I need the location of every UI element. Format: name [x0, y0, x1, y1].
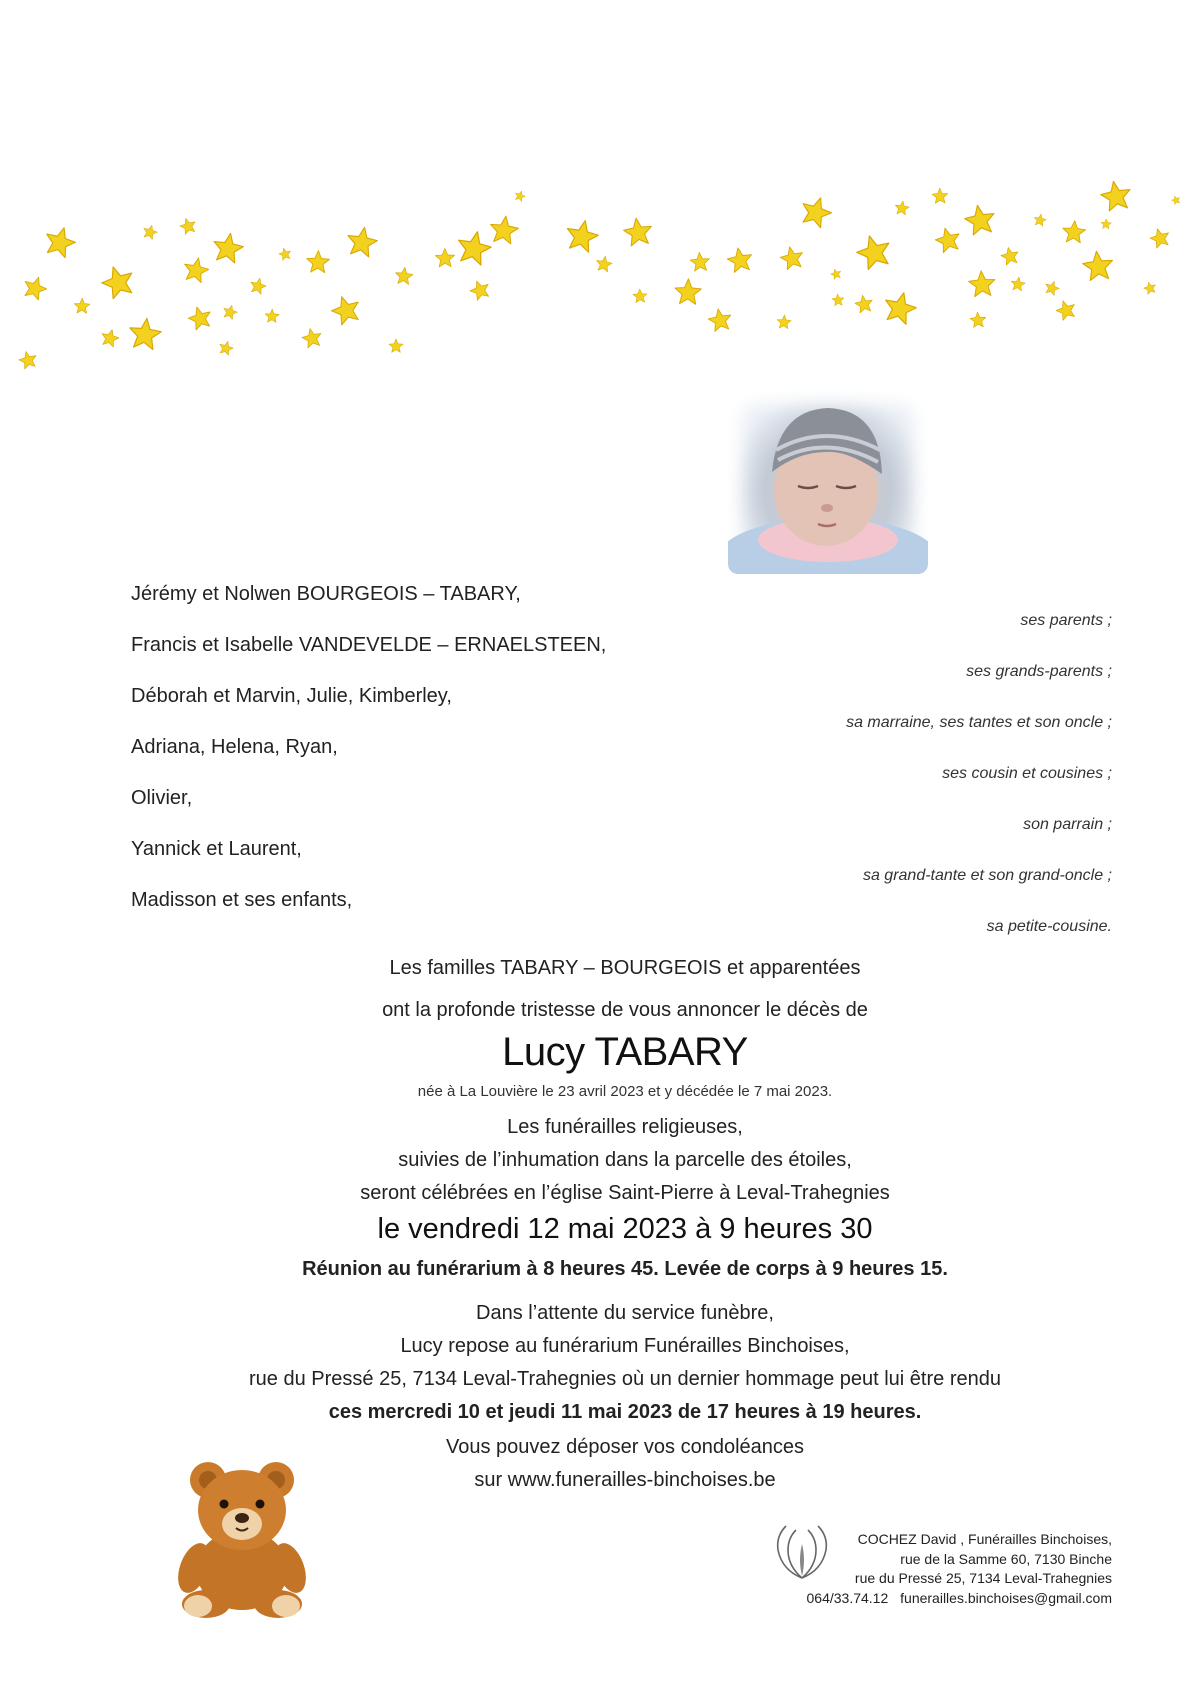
family-relation-5: son parrain ; [1023, 816, 1112, 833]
condolences-line-1: Vous pouvez déposer vos condoléances [445, 1436, 805, 1458]
star-icon [829, 267, 844, 282]
family-name-7: Madisson et ses enfants, [131, 889, 353, 911]
funeral-home-line-1: COCHEZ David , Funérailles Binchoises, [857, 1531, 1112, 1547]
funeral-line-2: suivies de l’inhumation dans la parcelle des étoiles, [398, 1149, 852, 1171]
star-icon [1096, 176, 1135, 215]
star-icon [277, 246, 294, 263]
family-relation-4: ses cousin et cousines ; [942, 765, 1112, 782]
star-icon [931, 223, 965, 257]
funeral-home-email: funerailles.binchoises@gmail.com [900, 1590, 1112, 1606]
star-icon [1042, 278, 1062, 298]
star-icon [688, 250, 711, 273]
star-icon [98, 326, 122, 350]
star-icon [1141, 279, 1158, 296]
funeral-home-phone: 064/33.74.12 [806, 1590, 889, 1606]
star-icon [393, 265, 415, 287]
star-icon [893, 199, 911, 217]
meeting-line: Réunion au funérarium à 8 heures 45. Levée de corps à 9 heures 15. [302, 1258, 948, 1280]
star-icon [960, 200, 999, 239]
funeral-date: le vendredi 12 mai 2023 à 9 heures 30 [377, 1213, 873, 1245]
star-icon [1100, 218, 1113, 231]
star-icon [1079, 247, 1116, 284]
star-icon [1146, 224, 1173, 251]
star-icon [16, 348, 40, 372]
star-icon [216, 338, 236, 358]
family-name-6: Yannick et Laurent, [131, 838, 302, 860]
star-icon [208, 228, 247, 267]
star-icon [140, 222, 160, 242]
family-name-2: Francis et Isabelle VANDEVELDE – ERNAELSTEEN, [131, 634, 607, 656]
star-icon [795, 191, 838, 234]
funeral-home-address [855, 1530, 1112, 1589]
star-icon [305, 249, 332, 276]
star-icon [672, 276, 703, 307]
star-icon [850, 228, 897, 275]
funeral-line-1: Les funérailles religieuses, [507, 1116, 743, 1138]
star-icon [179, 253, 212, 286]
family-name-3: Déborah et Marvin, Julie, Kimberley, [131, 685, 452, 707]
wake-line-1: Dans l’attente du service funèbre, [476, 1302, 774, 1324]
star-icon [486, 212, 522, 248]
star-icon [177, 215, 199, 237]
star-icon [342, 222, 381, 261]
star-icon [620, 214, 656, 250]
star-icon [1009, 275, 1027, 293]
visiting-hours: ces mercredi 10 et jeudi 11 mai 2023 de 17 heures à 19 heures. [328, 1401, 922, 1423]
star-icon [852, 292, 875, 315]
star-icon [968, 310, 987, 329]
wake-line-2: Lucy repose au funérarium Funérailles Binchoises, [400, 1335, 850, 1357]
family-name-1: Jérémy et Nolwen BOURGEOIS – TABARY, [131, 583, 521, 605]
star-icon [18, 271, 51, 304]
family-relation-7: sa petite-cousine. [986, 918, 1112, 935]
birth-death-dates: née à La Louvière le 23 avril 2023 et y décédée le 7 mai 2023. [417, 1083, 833, 1100]
star-icon [299, 325, 325, 351]
family-relation-3: sa marraine, ses tantes et son oncle ; [846, 714, 1112, 731]
star-icon [39, 221, 81, 263]
star-icon [594, 254, 615, 275]
star-icon [73, 297, 92, 316]
funeral-line-3: seront célébrées en l’église Saint-Pierre à Leval-Trahegnies [360, 1182, 890, 1204]
family-name-5: Olivier, [131, 787, 193, 809]
star-icon [220, 302, 240, 322]
star-icon [777, 243, 808, 274]
star-icon [561, 215, 604, 258]
star-icon [1170, 194, 1183, 207]
condolences-line-2: sur www.funerailles-binchoises.be [474, 1469, 776, 1491]
deceased-name: Lucy TABARY [502, 1030, 748, 1074]
family-relation-6: sa grand-tante et son grand-oncle ; [862, 867, 1112, 884]
star-icon [831, 293, 846, 308]
star-icon [388, 338, 404, 354]
star-icon [1060, 218, 1088, 246]
star-icon [931, 187, 950, 206]
family-relation-1: ses parents ; [1020, 612, 1112, 629]
star-icon [264, 308, 281, 325]
star-icon [1032, 212, 1048, 228]
star-icon [184, 302, 216, 334]
star-icon [724, 244, 756, 276]
star-icon [512, 188, 527, 203]
families-line: Les familles TABARY – BOURGEOIS et apparentées [389, 957, 861, 979]
star-icon [998, 244, 1022, 268]
star-icon [326, 290, 366, 330]
funeral-home-line-3: rue du Pressé 25, 7134 Leval-Trahegnies [854, 1570, 1112, 1586]
star-icon [966, 268, 998, 300]
star-icon [632, 288, 649, 305]
star-icon [705, 305, 735, 335]
star-icon [878, 286, 922, 330]
teddy-bear-image [168, 1458, 318, 1618]
intro-line: ont la profonde tristesse de vous annoncer le décès de [382, 999, 868, 1021]
wake-line-3: rue du Pressé 25, 7134 Leval-Trahegnies où un dernier hommage peut lui être rendu [249, 1368, 1001, 1390]
star-icon [95, 259, 140, 304]
family-name-4: Adriana, Helena, Ryan, [131, 736, 338, 758]
funeral-home-contact [799, 1590, 1113, 1606]
funeral-home-line-2: rue de la Samme 60, 7130 Binche [900, 1550, 1112, 1567]
star-icon [466, 276, 494, 304]
star-icon [247, 275, 269, 297]
funeral-home-logo [768, 1520, 836, 1584]
star-icon [775, 313, 792, 330]
family-relation-2: ses grands-parents ; [966, 663, 1112, 680]
star-icon [125, 314, 165, 354]
baby-photo [728, 390, 928, 574]
star-icon [1052, 296, 1080, 324]
star-band [0, 170, 1194, 380]
